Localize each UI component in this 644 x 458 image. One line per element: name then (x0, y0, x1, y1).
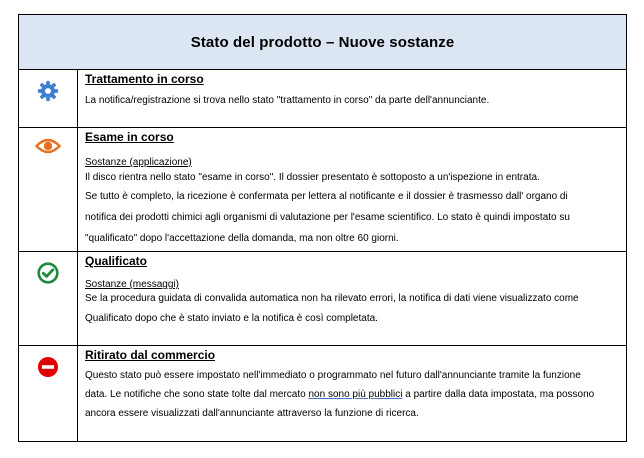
status-row-processing (19, 70, 626, 127)
status-description: Se tutto è completo, la ricezione è confermata per lettera al notificante e il dossier è trasmesso dall' organo di (85, 191, 568, 202)
status-row-qualified (19, 252, 626, 345)
status-title: Trattamento in corso (85, 72, 204, 86)
text-segment: data. Le notifiche che sono state tolte dal mercato (85, 389, 309, 400)
status-description: La notifica/registrazione si trova nello stato "trattamento in corso" da parte dell'annunciante. (85, 95, 490, 106)
status-description: Qualificato dopo che è stato inviato e la notifica è così completata. (85, 313, 378, 324)
status-description: Questo stato può essere impostato nell'immediato o programmato nel futuro dall'annunciante tramite la funzione (85, 370, 581, 381)
status-description: "qualificato" dopo l'accettazione della domanda, ma non oltre 60 giorni. (85, 233, 399, 244)
status-title: Ritirato dal commercio (85, 348, 216, 362)
status-row-withdrawn (19, 346, 626, 441)
status-title: Qualificato (85, 254, 148, 268)
status-table (18, 14, 627, 442)
status-description: ancora essere visualizzati dall'annunciante attraverso la funzione di ricerca. (85, 408, 419, 419)
status-description: notifica dei prodotti chimici agli organismi di valutazione per l'esame scientifico. Lo stato è quindi impostato su (85, 212, 570, 223)
status-row-under-review (19, 128, 626, 251)
status-description (85, 385, 621, 404)
status-title: Esame in corso (85, 130, 174, 144)
status-description: Se la procedura guidata di convalida automatica non ha rilevato errori, la notifica di dati viene visualizzato come (85, 293, 579, 304)
status-subtitle: Sostanze (applicazione) (85, 157, 192, 168)
eye-icon (19, 137, 77, 155)
gear-icon (19, 80, 77, 102)
underlined-text: non sono più pubblici (308, 389, 403, 400)
text-segment: a partire dalla data impostata, ma possono (402, 389, 595, 400)
page-title: Stato del prodotto – Nuove sostanze (190, 33, 455, 51)
table-header (19, 15, 626, 70)
no-entry-icon (19, 356, 77, 378)
status-subtitle: Sostanze (messaggi) (85, 279, 179, 290)
status-description: Il disco rientra nello stato "esame in corso". Il dossier presentato è sottoposto a un'ispezione in entrata. (85, 172, 540, 183)
check-circle-icon (19, 262, 77, 284)
